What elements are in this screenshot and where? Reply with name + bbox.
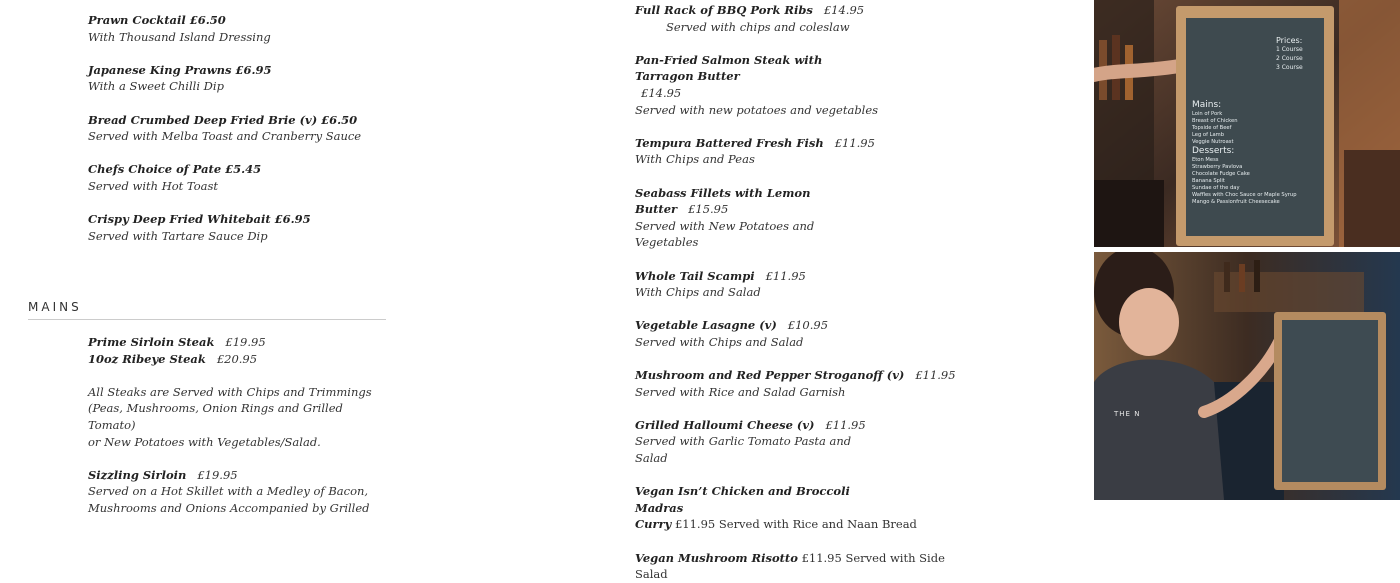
item-desc: Served on a Hot Skillet with a Medley of Bacon, (88, 484, 369, 499)
menu-item (88, 211, 388, 244)
shirt-text: THE N (1114, 410, 1141, 418)
item-name: Prawn Cocktail £6.50 (88, 13, 226, 27)
item-name: Vegetable Lasagne (v) (635, 318, 777, 333)
item-name: Mushroom and Red Pepper Stroganoff (v) (635, 368, 905, 383)
item-price: £19.95 (225, 335, 266, 349)
item-name: Whole Tail Scampi (635, 268, 755, 283)
item-desc: Served with Tartare Sauce Dip (88, 228, 268, 243)
mains-list-right (635, 2, 956, 583)
section-divider (28, 319, 386, 320)
item-desc: Served with Garlic Tomato Pasta and Salad (635, 434, 852, 466)
item-name: Japanese King Prawns £6.95 (88, 62, 272, 77)
item-price: £14.95 (641, 85, 682, 100)
item-price: £19.95 (197, 467, 238, 482)
menu-item (88, 112, 388, 145)
item-desc: Served with Rice and Salad Garnish (635, 384, 846, 399)
starters-list (88, 12, 388, 244)
item-price: £10.95 (787, 318, 829, 333)
menu-item (88, 62, 388, 95)
menu-item (88, 161, 388, 194)
menu-item (88, 467, 388, 484)
item-desc: Served with Chips and Salad (635, 334, 804, 349)
item-name: Full Rack of BBQ Pork Ribs (635, 3, 813, 17)
item-price: £14.95 (823, 3, 865, 17)
item-name: Vegan Mushroom Risotto (635, 550, 798, 565)
menu-item (635, 417, 880, 467)
item-price: £11.95 (765, 268, 806, 283)
menu-item (635, 367, 956, 400)
mains-list (88, 334, 388, 517)
item-price: £15.95 (688, 202, 729, 217)
menu-item (88, 334, 388, 351)
item-name: Seabass Fillets with Lemon Butter (635, 185, 811, 217)
steak-note: (Peas, Mushrooms, Onion Rings and Grilled Tomato) (88, 401, 343, 432)
item-desc: With Chips and Peas (635, 152, 755, 167)
menu-item (635, 52, 880, 118)
item-desc: Served with Melba Toast and Cranberry Sauce (88, 129, 362, 144)
steak-note: or New Potatoes with Vegetables/Salad. (88, 434, 321, 449)
item-name: Crispy Deep Fried Whitebait £6.95 (88, 212, 311, 227)
menu-item (88, 351, 388, 368)
section-title-mains: MAINS (28, 300, 82, 314)
menu-item (635, 2, 880, 35)
photo-chalkboard-top (1094, 0, 1400, 247)
steak-note: All Steaks are Served with Chips and Trimmings (88, 384, 372, 399)
menu-item (635, 483, 917, 533)
item-desc: Served with new potatoes and vegetables (635, 102, 879, 117)
item-desc: With a Sweet Chilli Dip (88, 79, 224, 94)
item-desc: Served with chips and coleslaw (666, 19, 850, 34)
menu-item (635, 550, 945, 583)
item-name: Tempura Battered Fresh Fish (635, 135, 824, 150)
item-name: Pan-Fried Salmon Steak with Tarragon Butter (635, 52, 823, 84)
item-desc: With Thousand Island Dressing (88, 29, 271, 44)
chalkboard-text: Mains: Loin of Pork Breast of Chicken Topside of Beef Leg of Lamb Veggie Nutroast Desserts: Eton Mess Strawberry Pavlova Chocolate Fudge Cake Banana Split Sundae of the day Waffles with Choc Sauce or Maple Syrup Mango & Passionfruit Cheesecake (1192, 100, 1297, 205)
item-desc: Served with Hot Toast (88, 178, 219, 193)
menu-item (635, 268, 880, 301)
item-name: 10oz Ribeye Steak (88, 351, 206, 366)
item-price: £20.95 (216, 351, 258, 366)
menu-item (88, 12, 388, 45)
woman-with-board (1094, 252, 1400, 500)
item-desc: Served with New Potatoes and Vegetables (635, 218, 815, 250)
item-desc: Salad (635, 567, 668, 582)
item-name: Curry (635, 517, 672, 532)
menu-item (635, 135, 880, 168)
item-name: Vegan Isn’t Chicken and Broccoli Madras (635, 484, 850, 515)
item-name: Bread Crumbed Deep Fried Brie (v) £6.50 (88, 112, 358, 127)
menu-item (635, 185, 880, 251)
item-name: Prime Sirloin Steak (88, 335, 215, 349)
item-desc: £11.95 Served with Side (801, 550, 945, 565)
item-price: £11.95 (834, 135, 875, 150)
item-desc: With Chips and Salad (635, 285, 761, 300)
item-price: £11.95 (825, 417, 866, 432)
item-desc: Mushrooms and Onions Accompanied by Grilled (88, 500, 370, 515)
item-name: Sizzling Sirloin (88, 467, 187, 482)
item-price: £11.95 (915, 368, 956, 383)
menu-item (635, 317, 880, 350)
chalkboard-prices: Prices: 1 Course 2 Course 3 Course (1276, 36, 1303, 71)
item-name: Chefs Choice of Pate £5.45 (88, 162, 262, 177)
item-name: Grilled Halloumi Cheese (v) (635, 417, 815, 432)
photo-chalkboard-woman (1094, 252, 1400, 500)
item-desc: £11.95 Served with Rice and Naan Bread (674, 517, 917, 532)
